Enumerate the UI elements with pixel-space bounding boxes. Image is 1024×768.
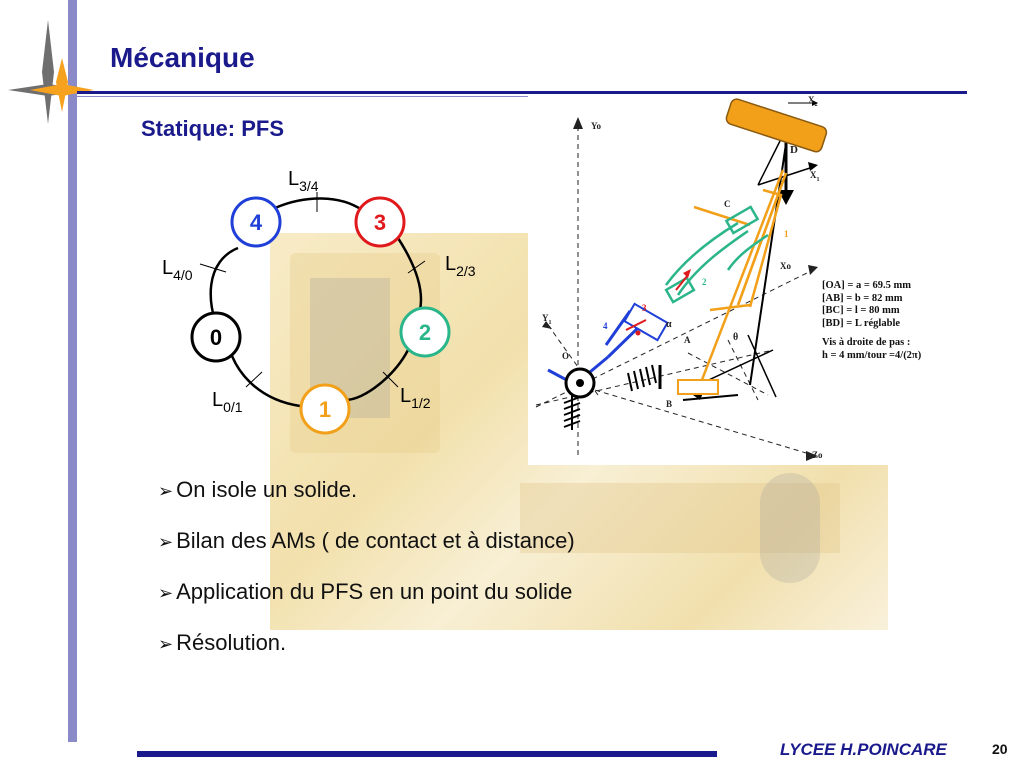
svg-text:X1: $X_1$ [810,170,820,183]
bullet-item: ➢ Résolution. [158,630,287,655]
screw-label: Vis à droite de pas : [822,337,911,348]
svg-text:D: D [790,144,798,156]
bullet-item: ➢ Application du PFS en un point du solide [158,579,573,604]
mechanism-dimensions [822,280,921,362]
svg-text:Y1: $Y_1$ [542,313,552,326]
slide-subtitle: Statique: PFS [141,116,285,141]
svg-text:Zo: Zo [812,450,823,460]
graph-node-2-label: 2 [418,320,432,345]
footer-divider [137,751,717,757]
bullet-arrow-icon: ➢ [158,583,174,603]
svg-text:B: B [666,399,673,409]
svg-text:X2: $X_2$ [808,95,818,108]
star-logo-icon [8,20,118,130]
graph-node-0 [192,313,240,361]
bullet-list [158,475,575,679]
link-label-2-3: $L_{2/3}$ [445,253,476,279]
liaison-graph [140,150,500,450]
graph-node-3-label: 3 [373,210,387,235]
link-label-1-2: $L_{1/2}$ [400,385,431,411]
svg-text:A: A [684,335,691,345]
bullet-item: ➢ On isole un solide. [158,477,358,502]
svg-text:Yo: Yo [591,121,602,131]
svg-text:2: 2 [702,277,707,287]
svg-text:1: 1 [784,229,789,239]
slide-title: Mécanique [110,42,255,73]
bullet-arrow-icon: ➢ [158,634,174,654]
svg-text:4: 4 [603,321,608,331]
graph-node-1-label: 1 [318,397,332,422]
svg-text:O: O [562,351,570,361]
svg-text:Xo: Xo [780,261,791,271]
graph-node-0-label: 0 [209,325,223,350]
link-label-3-4: $L_{3/4}$ [288,168,319,194]
dimension-bc: [BC] = l = 80 mm [822,305,900,316]
svg-text:C: C [724,199,731,209]
footer-school-name: LYCEE H.POINCARE [780,740,947,759]
link-label-0-1: $L_{0/1}$ [212,389,243,415]
page-number: 20 [992,741,1008,757]
bullet-item: ➢ Bilan des AMs ( de contact et à distance) [158,528,575,553]
svg-text:θ: θ [733,332,739,343]
graph-node-3 [356,198,404,246]
graph-node-1 [301,385,349,433]
svg-text:3: 3 [642,303,647,313]
bullet-arrow-icon: ➢ [158,481,174,501]
dimension-ab: [AB] = b = 82 mm [822,292,903,304]
dimension-bd: [BD] = L réglable [822,317,901,329]
title-divider [77,91,967,94]
link-label-4-0: $L_{4/0}$ [162,257,193,283]
graph-node-4 [232,198,280,246]
screw-pitch: h = 4 mm/tour =4/(2π) [822,349,922,361]
bullet-arrow-icon: ➢ [158,532,174,552]
graph-node-2 [401,308,449,356]
dimension-oa: [OA] = a = 69.5 mm [822,280,911,291]
svg-text:α: α [666,319,672,330]
graph-node-4-label: 4 [249,210,263,235]
